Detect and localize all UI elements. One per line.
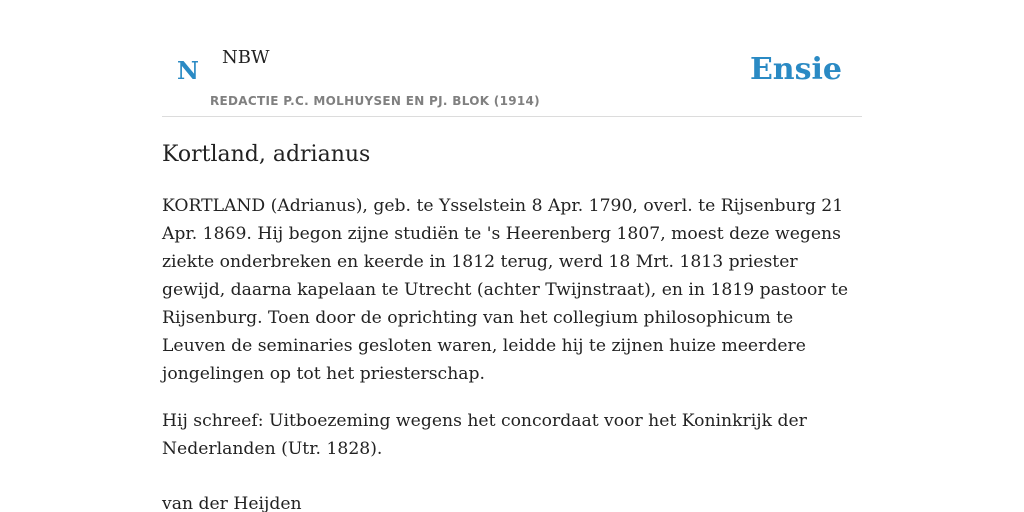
article-body [162, 192, 862, 482]
source-subtitle: REDACTIE P.C. MOLHUYSEN EN PJ. BLOK (1914) [210, 94, 540, 108]
brand-logo-link[interactable]: Ensie [749, 52, 842, 87]
article-author: van der Heijden [162, 494, 302, 512]
article-paragraph: Hij schreef: Uitboezeming wegens het concordaat voor het Koninkrijk der Nederlanden (Utr. 1828). [162, 411, 807, 459]
source-logo[interactable]: N [177, 56, 199, 85]
header [162, 0, 862, 117]
article-title: Kortland, adrianus [162, 142, 371, 167]
article-paragraph: KORTLAND (Adrianus), geb. te Ysselstein 8 Apr. 1790, overl. te Rijsenburg 21 Apr. 1869. Hij begon zijne studiën te 's Heerenberg 1807, moest deze wegens ziekte onderbreken en keerde in 1812 terug, werd 18 Mrt. 1813 priester gewijd, daarna kapelaan te Utrecht (achter Twijnstraat), en in 1819 pastoor te Rijsenburg. Toen door de oprichting van het collegium philosophicum te Leuven de seminaries gesloten waren, leidde hij te zijnen huize meerdere jongelingen op tot het priesterschap. [162, 196, 849, 384]
source-name[interactable]: NBW [222, 47, 270, 68]
